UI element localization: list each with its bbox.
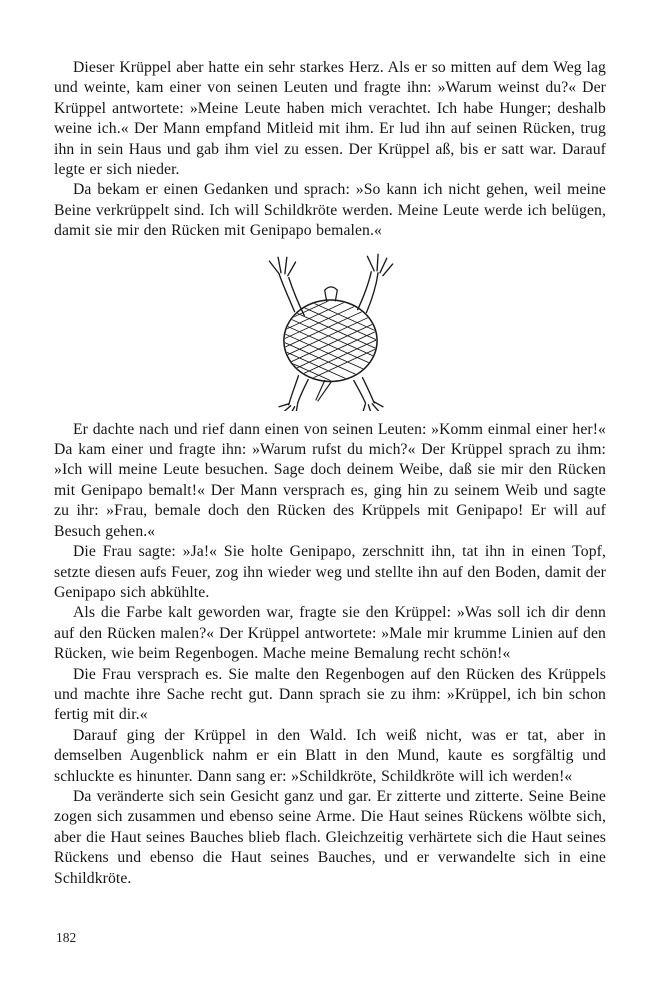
text-block-top: [54, 58, 606, 242]
paragraph: Darauf ging der Krüppel in den Wald. Ich weiß nicht, was er tat, aber in demselben Augenblick nahm er ein Blatt in den Mund, kaute es sorgfältig und schluckte es hinunter. Dann sang er: »Schildkröte, Schildkröte will ich werden!«: [54, 726, 606, 785]
paragraph: Die Frau versprach es. Sie malte den Regenbogen auf den Rücken des Krüppels und machte ihre Sache recht gut. Dann sprach sie zu ihm: »Krüppel, ich bin schon fertig mit dir.«: [54, 665, 606, 724]
turtle-drawing-icon: [248, 253, 413, 411]
text-block-bottom: [54, 420, 606, 889]
paragraph: Die Frau sagte: »Ja!« Sie holte Genipapo, zerschnitt ihn, tat ihn in einen Topf, setzte diesen aufs Feuer, zog ihn wieder weg und stellte ihn auf den Boden, damit der Genipapo sich abkühlte.: [54, 543, 606, 601]
paragraph: Da veränderte sich sein Gesicht ganz und gar. Er zitterte und zitterte. Seine Beine zogen sich zusammen und ebenso seine Arme. Die Haut seines Rückens wölbte sich, aber die Haut seines Bauches blieb flach. Gleichzeitig verhärtete sich die Haut seines Rückens und ebenso die Haut seines Bauches, und er verwandelte sich in eine Schildkröte.: [54, 787, 606, 887]
paragraph: Er dachte nach und rief dann einen von seinen Leuten: »Komm einmal einer her!« Da kam einer und fragte ihn: »Warum rufst du mich?« Der Krüppel sprach zu ihm: »Ich will meine Leute besuchen. Sage doch deinem Weibe, daß sie mir den Rücken mit Genipapo bemalt!« Der Mann versprach es, ging hin zu seinem Weib und sagte zu ihr: »Frau, bemale doch den Rücken des Krüppels mit Genipapo! Er will auf Besuch gehen.«: [54, 420, 606, 540]
paragraph: Als die Farbe kalt geworden war, fragte sie den Krüppel: »Was soll ich dir denn auf den Rücken malen?« Der Krüppel antwortete: »Male mir krumme Linien auf den Rücken, wie beim Regenbogen. Mache meine Bemalung recht schön!«: [54, 604, 606, 663]
page-number: 182: [56, 930, 77, 945]
turtle-shell: [267, 253, 393, 411]
turtle-illustration: [54, 252, 606, 412]
turtle-head: [324, 287, 337, 301]
paragraph: Dieser Krüppel aber hatte ein sehr starkes Herz. Als er so mitten auf dem Weg lag und weinte, kam einer von seinen Leuten und fragte ihn: »Warum weinst du?« Der Krüppel antwortete: »Meine Leute haben mich verachtet. Ich habe Hunger; deshalb weine ich.« Der Mann empfand Mitleid mit ihm. Er lud ihn auf seinen Rücken, trug ihn in sein Haus und gab ihm viel zu essen. Der Krüppel aß, bis er satt war. Darauf legte er sich nieder.: [54, 59, 606, 179]
paragraph: Da bekam er einen Gedanken und sprach: »So kann ich nicht gehen, weil meine Beine verkrüppelt sind. Ich will Schildkröte werden. Meine Leute werde ich belügen, damit sie mir den Rücken mit Genipapo bemalen.«: [54, 181, 606, 240]
